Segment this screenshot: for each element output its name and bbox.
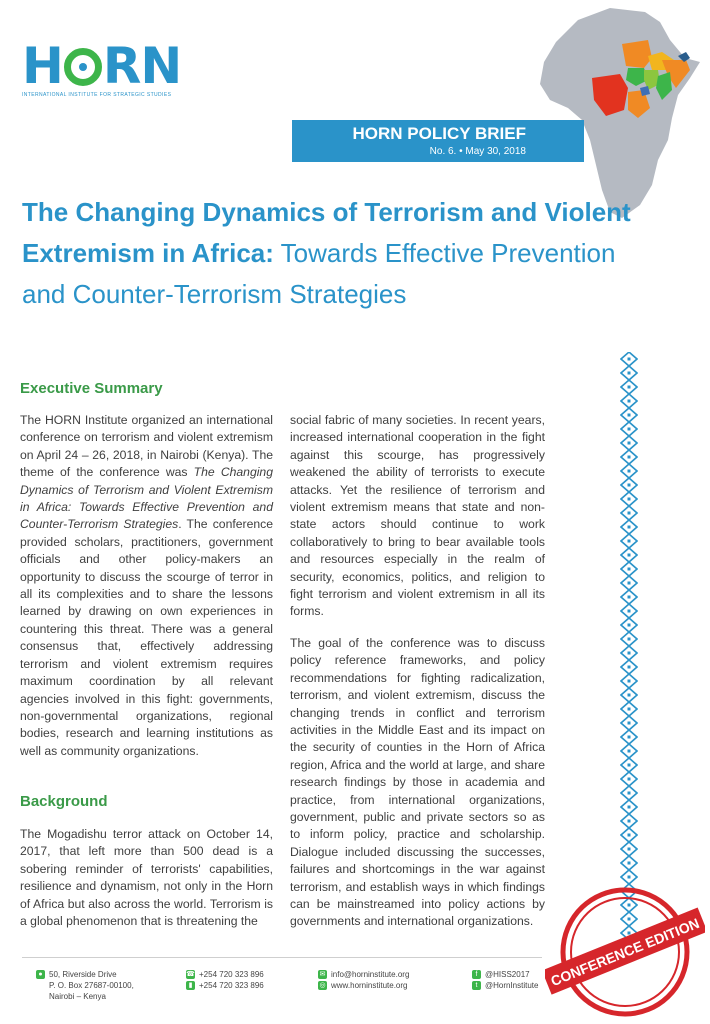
brief-subtitle: No. 6. • May 30, 2018 bbox=[429, 146, 526, 157]
pattern-dot bbox=[628, 834, 631, 837]
pattern-dot bbox=[628, 806, 631, 809]
pattern-dot bbox=[628, 722, 631, 725]
pattern-dot bbox=[628, 862, 631, 865]
exec-summary-part-2: . The conference provided scholars, practitioners, government officials and other policy-makers an opportunity to discuss the scourge of terror in all its complexities and to share the lessons learned by drawing on own experiences in countering this threat. There was a general consensus that, effectively addressing terrorism and violent extremism requires maximum coordination by all relevant agencies involved in this fight: governments, non-governmental organizations, regional bodies, research and learning institutions as well as community organizations. bbox=[20, 517, 273, 758]
pattern-dot bbox=[628, 596, 631, 599]
pattern-dot bbox=[628, 400, 631, 403]
footer-social bbox=[472, 969, 538, 991]
pattern-dot bbox=[628, 442, 631, 445]
title-bold-part: The Changing Dynamics of Terrorism and Violent Extremism in Africa: bbox=[22, 197, 631, 268]
exec-summary-part-1: The HORN Institute organized an international conference on terrorism and violent extremism on April 24 – 26, 2018, in Nairobi (Kenya). The theme of the conference was bbox=[20, 413, 273, 480]
document-title bbox=[22, 192, 662, 315]
pattern-dot bbox=[628, 428, 631, 431]
pattern-dot bbox=[628, 484, 631, 487]
footer-address bbox=[36, 969, 134, 1002]
address-line-3: Nairobi – Kenya bbox=[49, 992, 106, 1001]
globe-icon: ◎ bbox=[319, 982, 326, 990]
pattern-dot bbox=[628, 526, 631, 529]
pattern-dot bbox=[628, 582, 631, 585]
pattern-dot bbox=[628, 414, 631, 417]
footer-web bbox=[318, 969, 409, 991]
pattern-dot bbox=[628, 498, 631, 501]
pattern-dot bbox=[628, 792, 631, 795]
pattern-dot bbox=[628, 456, 631, 459]
footer bbox=[0, 957, 710, 1024]
pattern-dot bbox=[628, 764, 631, 767]
pattern-dot bbox=[628, 358, 631, 361]
logo-tagline: INTERNATIONAL INSTITUTE FOR STRATEGIC STUDIES bbox=[22, 92, 172, 98]
exec-summary-italic-theme: The Changing Dynamics of Terrorism and Violent Extremism in Africa: Towards Effective Prevention and Counter-Terrorism Strategies bbox=[20, 465, 273, 532]
background-paragraph: The Mogadishu terror attack on October 14, 2017, that left more than 500 dead is a sobering reminder of terrorists' capabilities, resilience and dynamism, not only in the Horn of Africa but also across the world. Terrorism is a global phenomenon that is threatening the bbox=[20, 827, 273, 929]
policy-brief-banner bbox=[292, 120, 584, 162]
column-two-text bbox=[290, 412, 545, 945]
pattern-dot bbox=[628, 876, 631, 879]
col2-paragraph-1: social fabric of many societies. In recent years, increased international cooperation in the fight against this scourge, has progressively weakened the ability of terrorists to execute attacks. Yet the resilience of terrorism and violent extremism means that state and non-state actors should continue to work collaboratively to bring to bear available tools and resources especially in the realm of security, economics, politics, and religion to fight terrorism and violent extremism in all its forms. bbox=[290, 413, 545, 619]
col2-paragraph-2: The goal of the conference was to discuss policy reference frameworks, and policy recommendations for fighting radicalization, terrorism, and violent extremism, discuss the changing trends in conflict and terrorism activities in the Middle East and its impact on the security of counties in the Horn of Africa region, Africa and the world at large, and share research findings by those in academia and practice, from international organizations, government, public and private sectors so as to inform policy, practice and scholarship. Dialogue included discussing the successes, failures and shortcomings in the war against terrorism, and establish ways in which findings can be mainstreamed into policy actions by governments and international organizations. bbox=[290, 635, 545, 929]
pattern-dot bbox=[628, 848, 631, 851]
mobile-phone-icon: ▮ bbox=[186, 981, 195, 990]
telephone-icon: ☎ bbox=[186, 971, 195, 979]
email-icon: ✉ bbox=[319, 971, 326, 979]
pattern-dot bbox=[628, 708, 631, 711]
address-line-2: P. O. Box 27687-00100, bbox=[49, 981, 134, 990]
decorative-pattern-border bbox=[620, 352, 638, 942]
pattern-dot bbox=[628, 386, 631, 389]
pattern-dot bbox=[628, 666, 631, 669]
background-heading: Background bbox=[20, 793, 108, 810]
background-text bbox=[20, 826, 273, 944]
horn-logo bbox=[22, 37, 182, 98]
footer-divider bbox=[22, 957, 542, 958]
logo-letter-h: H bbox=[22, 37, 63, 95]
pattern-dot bbox=[628, 470, 631, 473]
logo-letters-rn: RN bbox=[102, 37, 182, 95]
pattern-dot bbox=[628, 680, 631, 683]
pattern-dot bbox=[628, 554, 631, 557]
pattern-dot bbox=[628, 638, 631, 641]
phone-1[interactable]: +254 720 323 896 bbox=[199, 970, 264, 979]
website-link[interactable]: www.horninstitute.org bbox=[331, 981, 408, 990]
brief-title: HORN POLICY BRIEF bbox=[352, 124, 526, 143]
twitter-icon: t bbox=[472, 981, 481, 990]
location-pin-icon: ● bbox=[36, 970, 45, 979]
footer-phones bbox=[186, 969, 264, 991]
pattern-dot bbox=[628, 540, 631, 543]
address-line-1: 50, Riverside Drive bbox=[49, 970, 117, 979]
pattern-dot bbox=[628, 694, 631, 697]
executive-summary-text bbox=[20, 412, 273, 774]
twitter-handle[interactable]: @HornInstitute bbox=[485, 981, 539, 990]
facebook-handle[interactable]: @HISS2017 bbox=[485, 970, 530, 979]
pattern-dot bbox=[628, 512, 631, 515]
pattern-dot bbox=[628, 736, 631, 739]
phone-2[interactable]: +254 720 323 896 bbox=[199, 981, 264, 990]
executive-summary-heading: Executive Summary bbox=[20, 380, 163, 397]
pattern-dot bbox=[628, 568, 631, 571]
pattern-dot bbox=[628, 778, 631, 781]
pattern-dot bbox=[628, 652, 631, 655]
title-light-part: Towards Effective Prevention and Counter-Terrorism Strategies bbox=[22, 238, 616, 309]
pattern-dot bbox=[628, 750, 631, 753]
pattern-dot bbox=[628, 372, 631, 375]
stamp-text: CONFERENCE EDITION bbox=[548, 914, 702, 990]
pattern-dot bbox=[628, 610, 631, 613]
pattern-dot bbox=[628, 624, 631, 627]
email-link[interactable]: info@horninstitute.org bbox=[331, 970, 410, 979]
logo-o-icon bbox=[64, 48, 102, 86]
pattern-dot bbox=[628, 820, 631, 823]
facebook-icon: f bbox=[472, 970, 481, 979]
